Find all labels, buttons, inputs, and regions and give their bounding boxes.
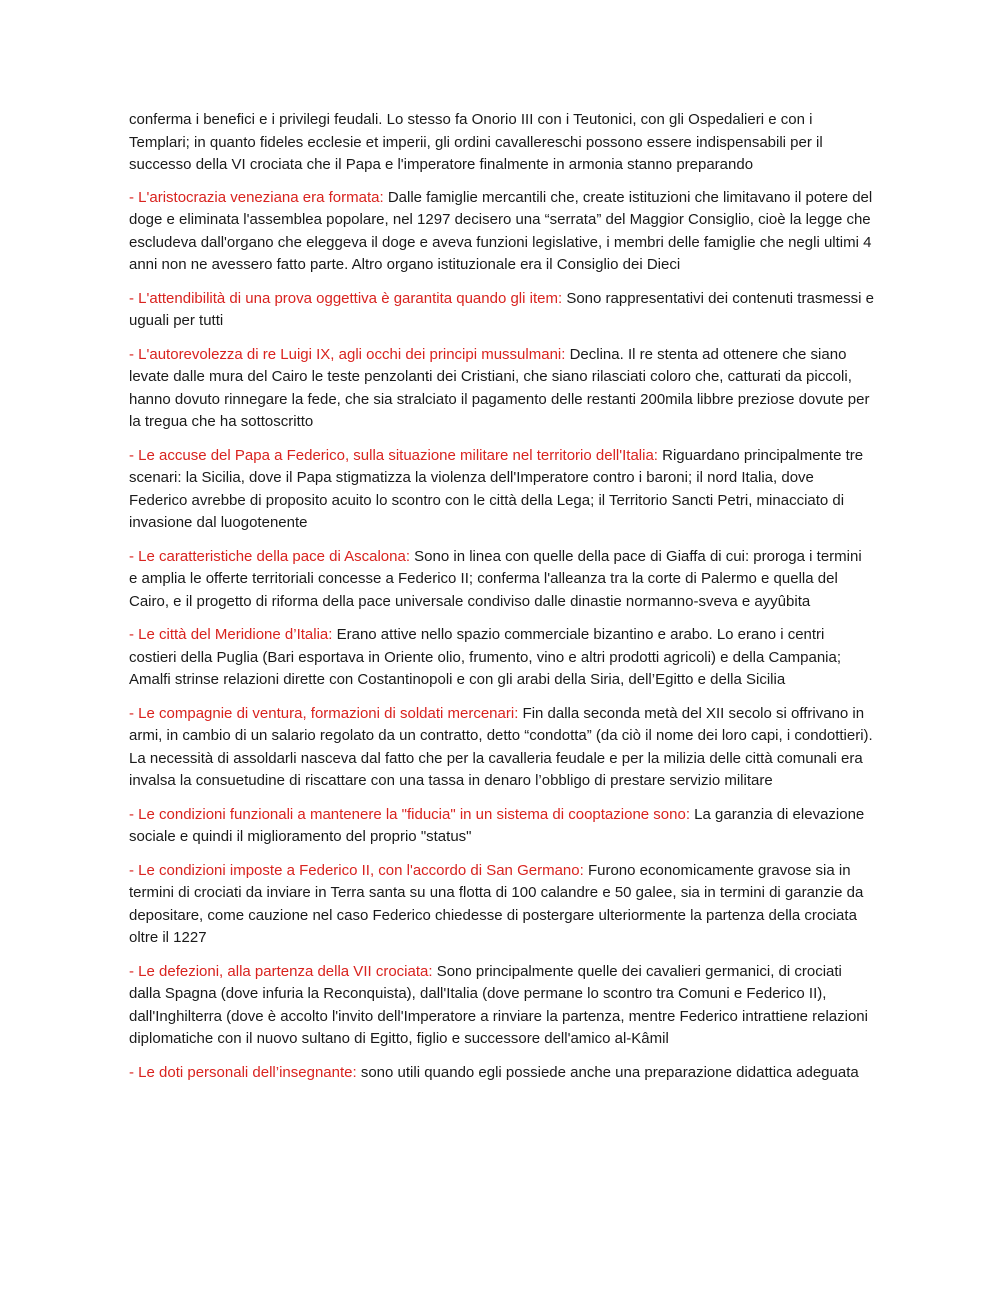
entry-term: - L'aristocrazia veneziana era formata:	[129, 188, 384, 206]
entry-term: - Le doti personali dell’insegnante:	[129, 1063, 357, 1081]
glossary-entry	[129, 187, 874, 277]
entry-term: - Le compagnie di ventura, formazioni di soldati mercenari:	[129, 704, 519, 722]
glossary-entry	[129, 624, 874, 692]
entry-definition: Erano attive nello spazio commerciale bizantino e arabo. Lo erano i centri costieri della Puglia (Bari esportava in Oriente olio, frumento, vino e altri prodotti agricoli) e della Campania; Amalfi strinse relazioni dirette con Costantinopoli e con gli arabi della Siria, dell’Egitto e della Sicilia	[129, 626, 842, 688]
glossary-entry	[129, 961, 874, 1051]
entry-definition: Furono economicamente gravose sia in termini di crociati da inviare in Terra santa su una flotta di 100 calandre e 50 galee, sia in termini di garanzie da depositare, come cauzione nel caso Federico chiedesse di postergare ulteriormente la partenza della crociata oltre il 1227	[129, 861, 864, 946]
entry-term: - L'autorevolezza di re Luigi IX, agli occhi dei principi mussulmani:	[129, 345, 566, 363]
glossary-entry	[129, 1062, 874, 1085]
glossary-entry	[129, 804, 874, 849]
entry-term: - Le defezioni, alla partenza della VII crociata:	[129, 962, 433, 980]
entry-definition: sono utili quando egli possiede anche una preparazione didattica adeguata	[360, 1063, 859, 1081]
entry-term: - Le città del Meridione d’Italia:	[129, 626, 333, 643]
glossary-entry	[129, 703, 874, 793]
entry-definition: Riguardano principalmente tre scenari: la Sicilia, dove il Papa stigmatizza la violenza dell'Imperatore contro i baroni; il nord Italia, dove Federico avrebbe di proposito acuito lo scontro con le città della Lega; il Territorio Sancti Petri, minacciato di invasione dal luogotenente	[129, 446, 864, 531]
entry-term: - Le condizioni imposte a Federico II, con l'accordo di San Germano:	[129, 861, 584, 879]
glossary-entry	[129, 344, 874, 434]
entry-definition: La garanzia di elevazione sociale e quindi il miglioramento del proprio "status"	[129, 805, 865, 845]
entry-definition: Dalle famiglie mercantili che, create istituzioni che limitavano il potere del doge e eliminata l'assemblea popolare, nel 1297 decisero una “serrata” del Maggior Consiglio, cioè la legge che escludeva dall'organo che eleggeva il doge e aveva funzioni legislative, i membri delle famiglie che negli ultimi 4 anni non ne avessero fatto parte. Altro organo istituzionale era il Consiglio dei Dieci	[129, 188, 873, 273]
glossary-entry	[129, 860, 874, 950]
entry-definition: Sono principalmente quelle dei cavalieri germanici, di crociati dalla Spagna (dove infuria la Reconquista), dall'Italia (dove permane lo scontro tra Comuni e Federico II), dall'Inghilterra (dove è accolto l'invito dell'Imperatore a rinviare la partenza, mentre Federico intrattiene relazioni diplomatiche con il nuovo sultano di Egitto, figlio e successore dell'amico al-Kâmil	[129, 962, 868, 1047]
entry-definition: Fin dalla seconda metà del XII secolo si offrivano in armi, in cambio di un salario regolato da un contratto, detto “condotta” (da ciò il nome dei loro capi, i condottieri). La necessità di assoldarli nasceva dal fatto che per la cavalleria feudale e per la milizia delle città comunali era invalsa la consuetudine di riscattare con una tassa in denaro l’obbligo di prestare servizio militare	[129, 704, 873, 789]
entry-term: - Le condizioni funzionali a mantenere la "fiducia" in un sistema di cooptazione sono:	[129, 805, 690, 823]
intro-paragraph: conferma i benefici e i privilegi feudali. Lo stesso fa Onorio III con i Teutonici, con gli Ospedalieri e con i Templari; in quanto fideles ecclesie et imperii, gli ordini cavallereschi possono essere indispensabili per il successo della VI crociata che il Papa e l'imperatore finalmente in armonia stanno preparando	[129, 111, 823, 173]
entry-definition: Sono rappresentativi dei contenuti trasmessi e uguali per tutti	[129, 289, 874, 329]
entry-definition: Declina. Il re stenta ad ottenere che siano levate dalle mura del Cairo le teste penzolanti dei Cristiani, che siano rilasciati coloro che, catturati da piccoli, hanno dovuto rinnegare la fede, che sia stralciato il pagamento delle restanti 200mila libbre preziose dovute per la tregua che ha sottoscritto	[129, 345, 870, 430]
glossary-entry	[129, 546, 874, 614]
entry-definition: Sono in linea con quelle della pace di Giaffa di cui: proroga i termini e amplia le offerte territoriali concesse a Federico II; conferma l'alleanza tra la corte di Palermo e quella del Cairo, e il progetto di riforma della pace universale condiviso dalle dinastie normanno-sveva e ayyûbita	[129, 547, 862, 610]
entry-term: - L'attendibilità di una prova oggettiva è garantita quando gli item:	[129, 289, 563, 307]
document-page	[129, 109, 874, 1095]
entry-term: - Le caratteristiche della pace di Ascalona:	[129, 547, 410, 565]
entry-term: - Le accuse del Papa a Federico, sulla situazione militare nel territorio dell'Italia:	[129, 446, 658, 464]
glossary-entry	[129, 288, 874, 333]
glossary-entry	[129, 445, 874, 535]
